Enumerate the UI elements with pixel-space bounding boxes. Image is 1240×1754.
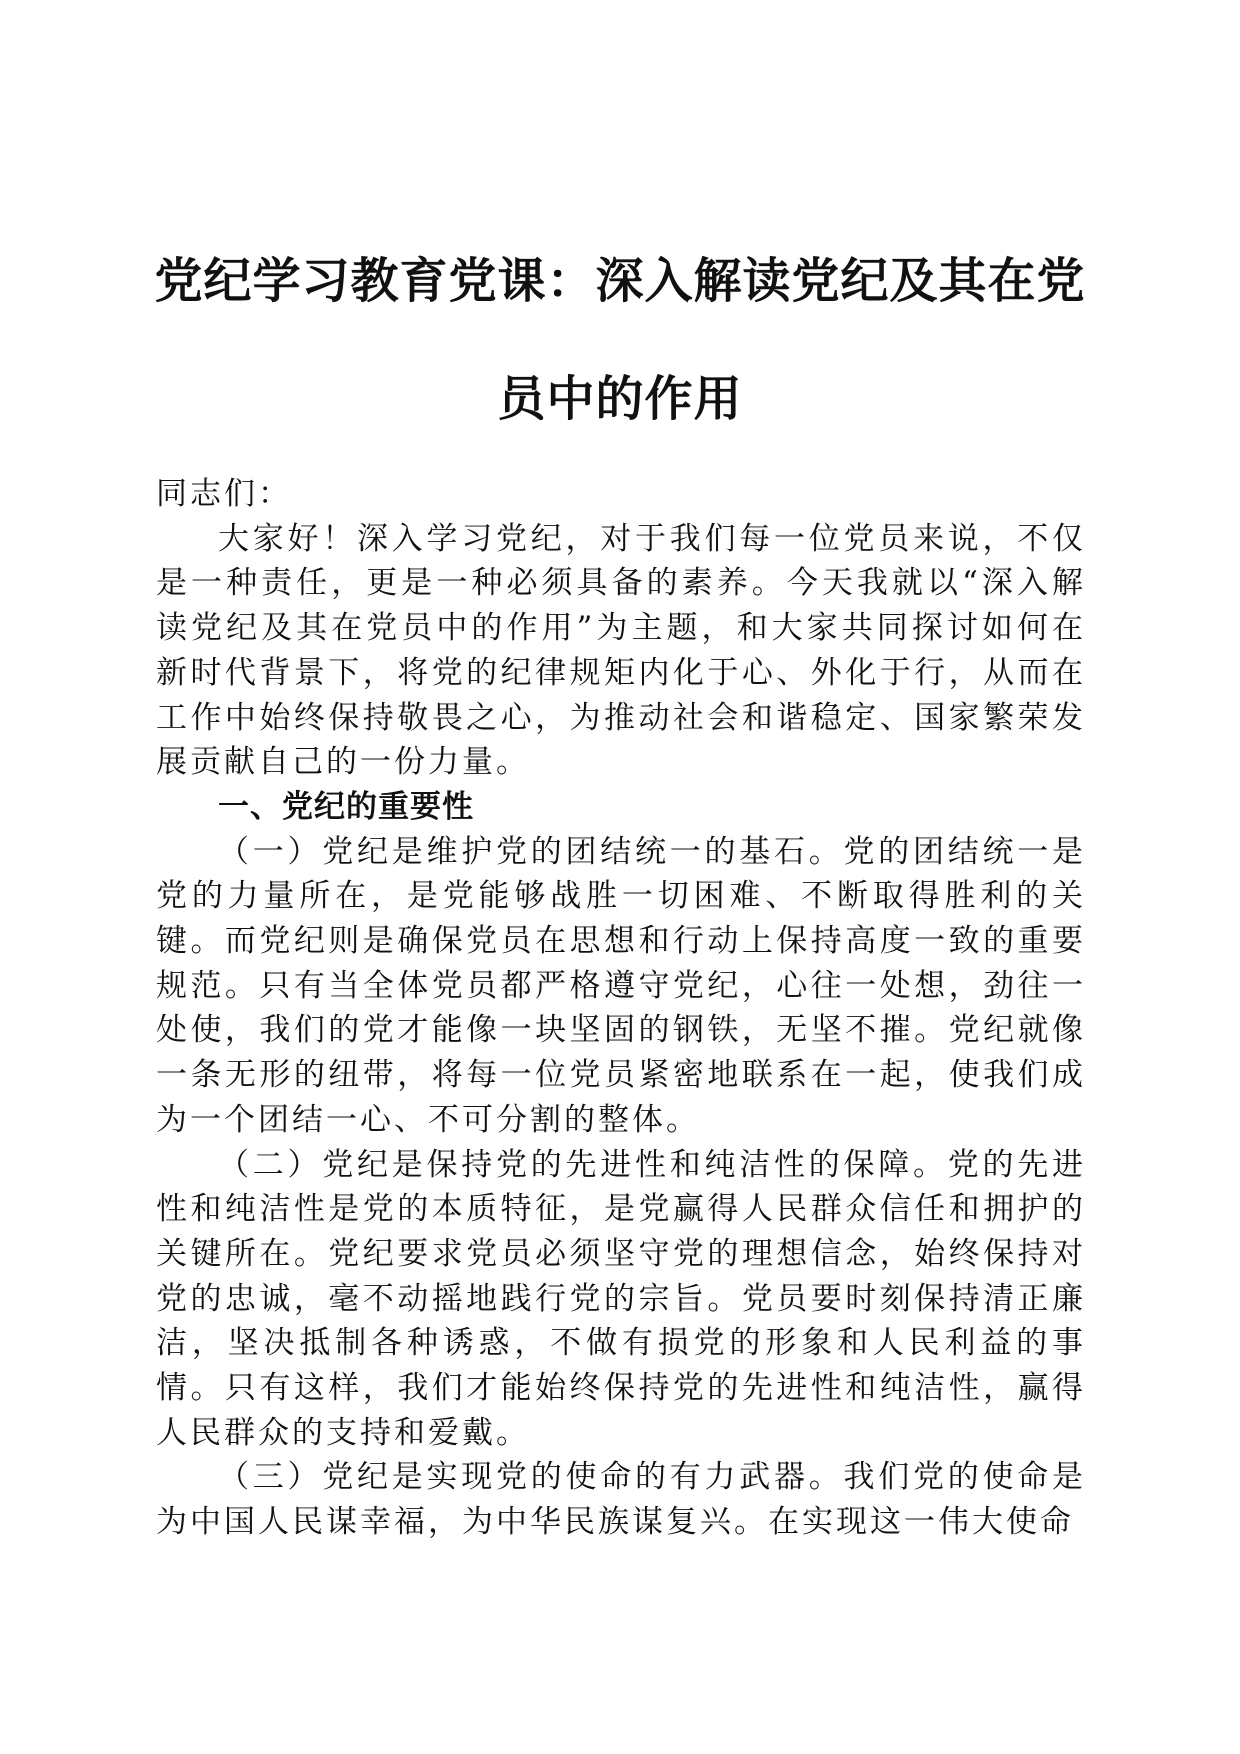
salutation: 同志们： (156, 476, 292, 512)
section-heading: 一、党纪的重要性 (218, 788, 474, 825)
document-title: 党纪学习教育党课：深入解读党纪及其在党员中的作用 (154, 253, 1086, 427)
paragraph-one: （一）党纪是维护党的团结统一的基石。党的团结统一是党的力量所在，是党能够战胜一切困难、不断取得胜利的关键。而党纪则是确保党员在思想和行动上保持高度一致的重要规范。只有当全体党员都严格遵守党纪，心往一处想，劲往一处使，我们的党才能像一块坚固的钢铁，无坚不摧。党纪就像一条无形的纽带，将每一位党员紧密地联系在一起，使我们成为一个团结一心、不可分割的整体。 (156, 833, 1086, 1138)
intro-paragraph: 大家好！深入学习党纪，对于我们每一位党员来说，不仅是一种责任，更是一种必须具备的素养。今天我就以“深入解读党纪及其在党员中的作用”为主题，和大家共同探讨如何在新时代背景下，将党的纪律规矩内化于心、外化于行，从而在工作中始终保持敬畏之心，为推动社会和谐稳定、国家繁荣发展贡献自己的一份力量。 (156, 520, 1086, 781)
document-body (156, 472, 1086, 1545)
paragraph-three: （三）党纪是实现党的使命的有力武器。我们党的使命是为中国人民谋幸福，为中华民族谋复兴。在实现这一伟大使命 (156, 1459, 1086, 1541)
paragraph-two: （二）党纪是保持党的先进性和纯洁性的保障。党的先进性和纯洁性是党的本质特征，是党赢得人民群众信任和拥护的关键所在。党纪要求党员必须坚守党的理想信念，始终保持对党的忠诚，毫不动摇地践行党的宗旨。党员要时刻保持清正廉洁，坚决抵制各种诱惑，不做有损党的形象和人民利益的事情。只有这样，我们才能始终保持党的先进性和纯洁性，赢得人民群众的支持和爱戴。 (156, 1146, 1086, 1451)
